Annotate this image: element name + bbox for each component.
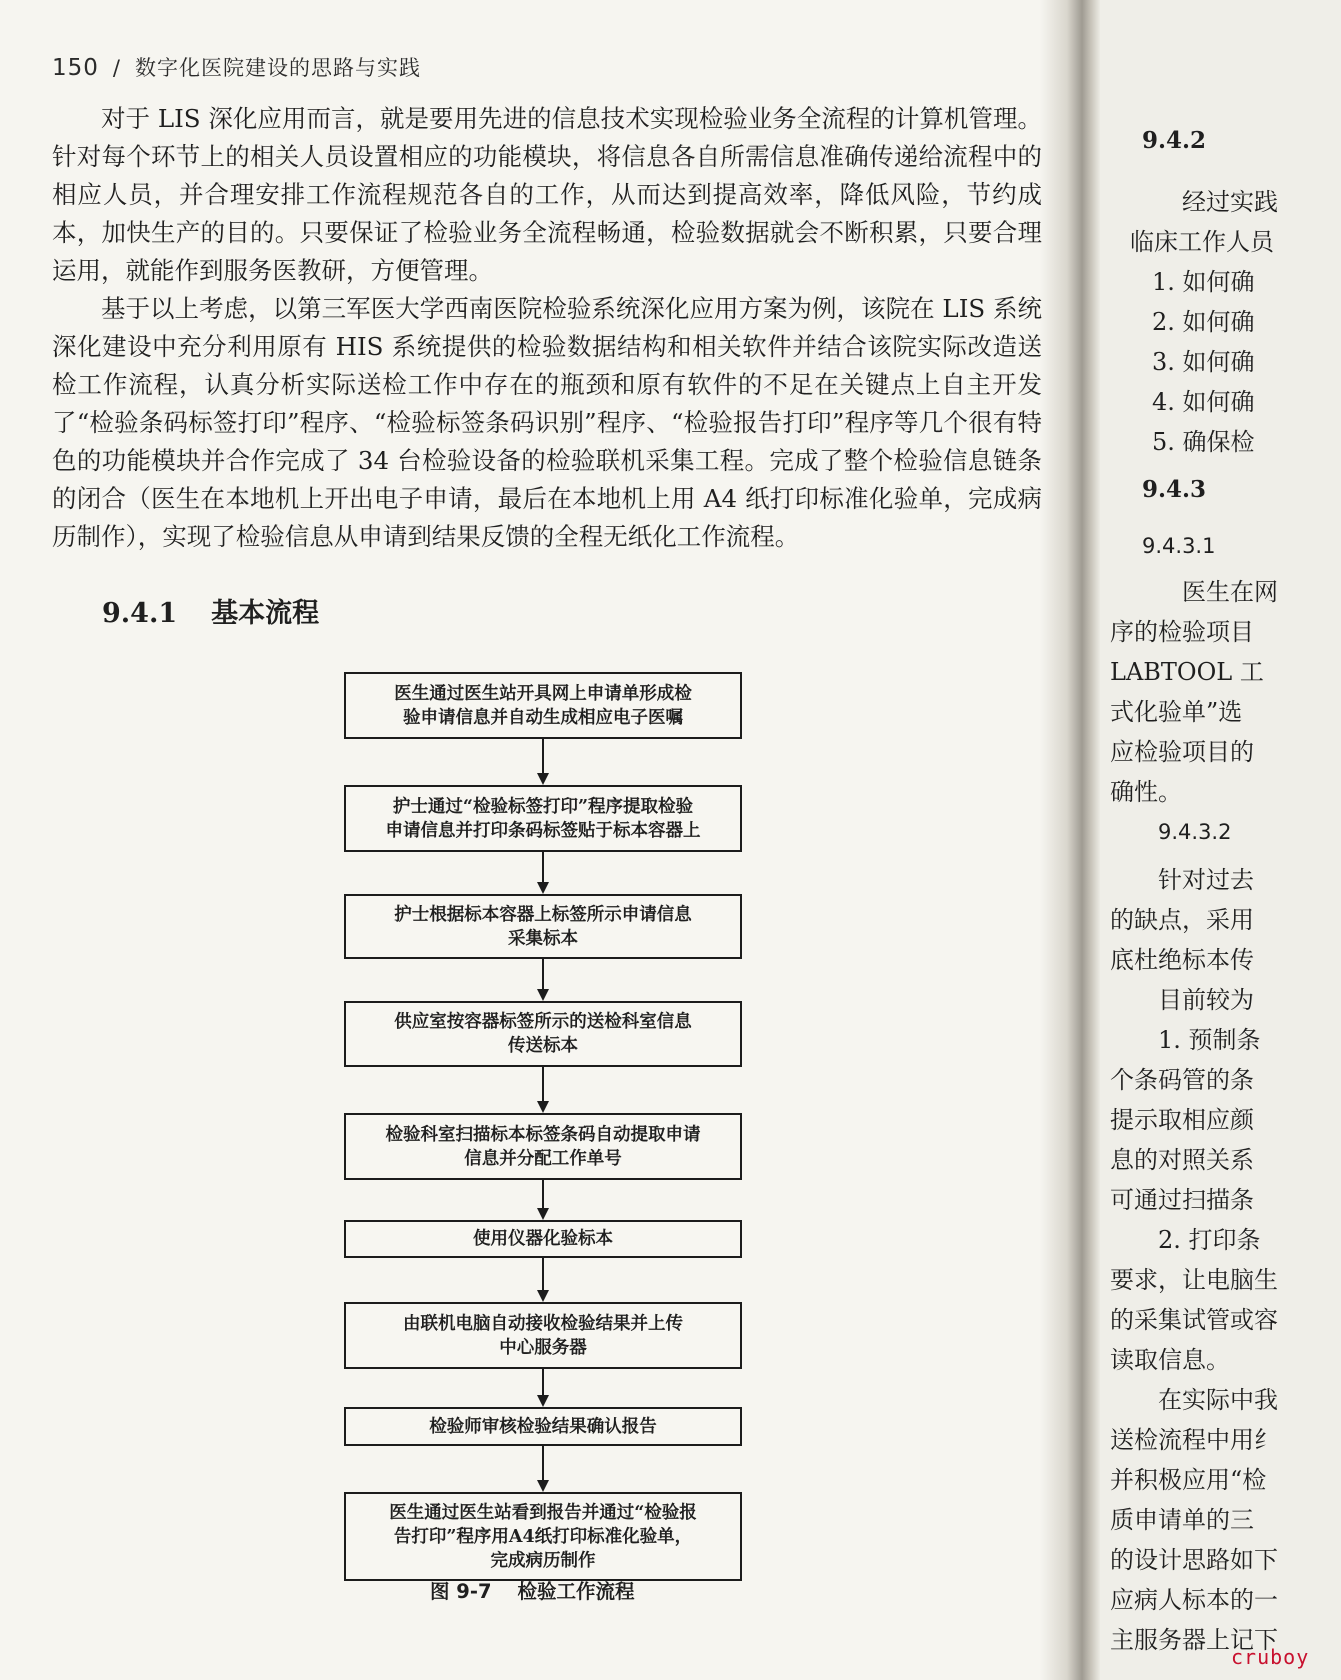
rp-line: 1. 如何确: [1152, 268, 1255, 296]
flow-step-5: 检验科室扫描标本标签条码自动提取申请 信息并分配工作单号: [344, 1113, 742, 1180]
paragraph-text: 对于 LIS 深化应用而言，就是要用先进的信息技术实现检验业务全流程的计算机管理。针对每个环节上的相关人员设置相应的功能模块，将信息各自所需信息准确传递给流程中的相应人员，并合理安排工作流程规范各自的工作，从而达到提高效率，降低风险，节约成本，加快生产的目的。只要保证了检验业务全流程畅通，检验数据就会不断积累，只要合理运用，就能作到服务医教研，方便管理。: [52, 104, 1042, 285]
flow-step-7: 由联机电脑自动接收检验结果并上传 中心服务器: [344, 1302, 742, 1369]
rp-line: 要求，让电脑生: [1110, 1266, 1278, 1294]
rp-line: 针对过去: [1158, 866, 1254, 894]
flow-step-4: 供应室按容器标签所示的送检科室信息 传送标本: [344, 1001, 742, 1067]
flow-step-8: 检验师审核检验结果确认报告: [344, 1407, 742, 1446]
rp-line: 应病人标本的一: [1110, 1586, 1278, 1614]
section-number: 9.4.1: [102, 598, 178, 629]
rp-line: 的设计思路如下: [1110, 1546, 1278, 1574]
rp-line: 2. 打印条: [1158, 1226, 1261, 1254]
rp-line: 主服务器上记下: [1110, 1626, 1278, 1654]
section-title: 基本流程: [211, 598, 320, 629]
flow-step-3: 护士根据标本容器上标签所示申请信息 采集标本: [344, 894, 742, 959]
rp-line: 在实际中我: [1158, 1386, 1278, 1414]
flow-arrow: [542, 739, 544, 783]
rp-line: 3. 如何确: [1152, 348, 1255, 376]
right-page: [1100, 0, 1341, 1680]
rp-line: 提示取相应颜: [1110, 1106, 1254, 1134]
rp-line: 送检流程中用纟: [1110, 1426, 1278, 1454]
rp-line: 目前较为: [1158, 986, 1254, 1014]
rp-line: 4. 如何确: [1152, 388, 1255, 416]
rp-line: 5. 确保检: [1152, 428, 1255, 456]
rp-line: 确性。: [1110, 778, 1182, 806]
figure-label: 图 9-7: [430, 1580, 492, 1603]
rp-line: 个条码管的条: [1110, 1066, 1254, 1094]
rp-line: 医生在网: [1182, 578, 1278, 606]
flow-arrow: [542, 1258, 544, 1300]
flow-arrow: [542, 1446, 544, 1490]
flow-arrow: [542, 1369, 544, 1405]
paragraph-text: 基于以上考虑，以第三军医大学西南医院检验系统深化应用方案为例，该院在 LIS 系统深化建设中充分利用原有 HIS 系统提供的检验数据结构和相关软件并结合该院实际改造送检工作流程，认真分析实际送检工作中存在的瓶颈和原有软件的不足在关键点上自主开发了“检验条码标签打印”程序、“检验标签条码识别”程序、“检验报告打印”程序等几个很有特色的功能模块并合作完成了 34 台检验设备的检验联机采集工程。完成了整个检验信息链条的闭合（医生在本地机上开出电子申请，最后在本地机上用 A4 纸打印标准化验单，完成病历制作），实现了检验信息从申请到结果反馈的全程无纸化工作流程。: [52, 294, 1042, 551]
rp-line: 的缺点，采用: [1110, 906, 1254, 934]
rp-line: LABTOOL 工: [1110, 658, 1264, 686]
page-number: 150: [52, 55, 99, 81]
rp-line: 9.4.2: [1142, 127, 1207, 154]
flow-arrow: [542, 852, 544, 892]
body-paragraph-2: [52, 290, 1042, 556]
running-header: [52, 52, 421, 82]
rp-line: 9.4.3.2: [1158, 820, 1232, 844]
rp-line: 应检验项目的: [1110, 738, 1254, 766]
figure-caption: [430, 1576, 635, 1604]
rp-line: 可通过扫描条: [1110, 1186, 1254, 1214]
rp-line: 2. 如何确: [1152, 308, 1255, 336]
rp-line: 读取信息。: [1110, 1346, 1230, 1374]
body-paragraph-1: [52, 100, 1042, 290]
rp-line: 质申请单的三: [1110, 1506, 1254, 1534]
flow-arrow: [542, 1180, 544, 1218]
section-heading: [102, 591, 319, 630]
rp-line: 底杜绝标本传: [1110, 946, 1254, 974]
flow-arrow: [542, 1067, 544, 1111]
rp-line: 经过实践: [1182, 188, 1278, 216]
flow-arrow: [542, 959, 544, 999]
rp-line: 9.4.3: [1142, 476, 1207, 503]
book-gutter: [1040, 0, 1100, 1680]
flow-step-9: 医生通过医生站看到报告并通过“检验报 告打印”程序用A4纸打印标准化验单， 完成病历制作: [344, 1492, 742, 1581]
flow-step-1: 医生通过医生站开具网上申请单形成检 验申请信息并自动生成相应电子医嘱: [344, 672, 742, 739]
flow-step-2: 护士通过“检验标签打印”程序提取检验 申请信息并打印条码标签贴于标本容器上: [344, 785, 742, 852]
rp-line: 息的对照关系: [1110, 1146, 1254, 1174]
flow-step-6: 使用仪器化验标本: [344, 1220, 742, 1258]
watermark-text: cruboy: [1231, 1645, 1310, 1669]
rp-line: 临床工作人员: [1130, 228, 1274, 256]
header-separator: /: [112, 56, 121, 80]
rp-line: 序的检验项目: [1110, 618, 1254, 646]
rp-line: 1. 预制条: [1158, 1026, 1261, 1054]
rp-line: 的采集试管或容: [1110, 1306, 1278, 1334]
figure-title: 检验工作流程: [517, 1580, 635, 1603]
rp-line: 式化验单”选: [1110, 698, 1243, 726]
book-title: 数字化医院建设的思路与实践: [134, 56, 421, 80]
rp-line: 9.4.3.1: [1142, 534, 1216, 558]
rp-line: 并积极应用“检: [1110, 1466, 1267, 1494]
